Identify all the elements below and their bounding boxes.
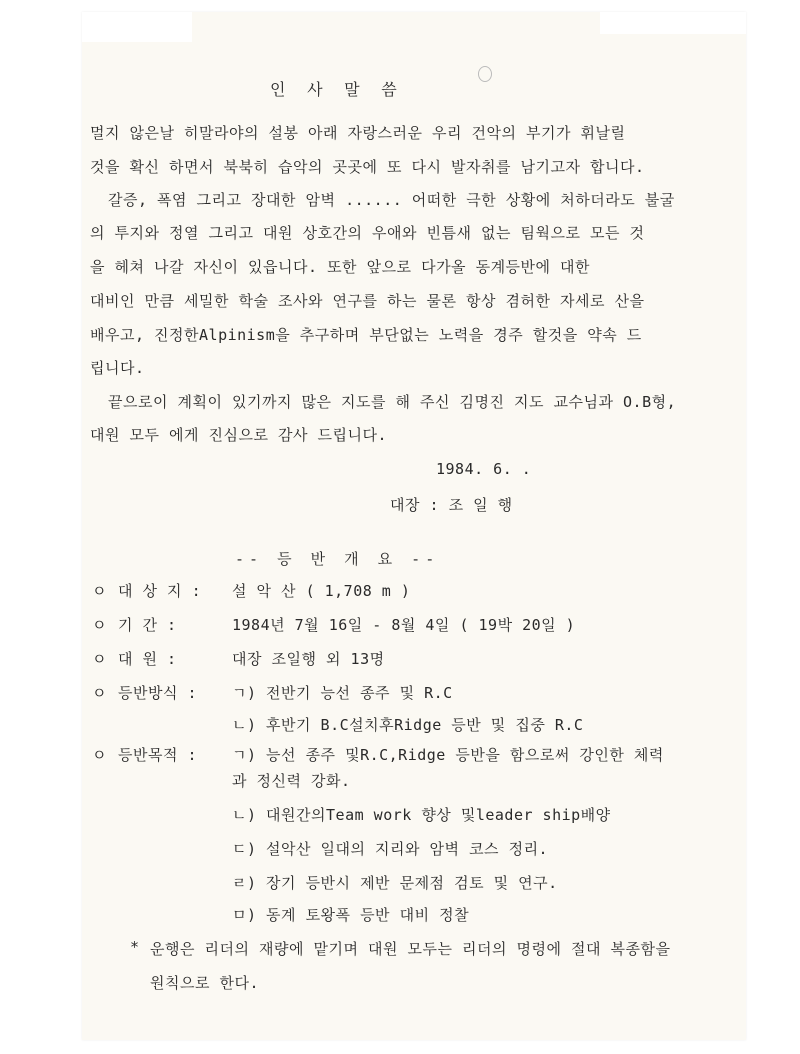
overview-value: ㄴ) 후반기 B.C설치후Ridge 등반 및 집중 R.C (232, 716, 584, 734)
overview-value: 대장 조일행 외 13명 (232, 650, 385, 668)
greeting-line: 끝으로이 계획이 있기까지 많은 지도를 해 주신 김명진 지도 교수님과 O.B형, (108, 393, 677, 411)
greeting-line: 배우고, 진정한Alpinism을 추구하며 부단없는 노력을 경주 할것을 약속 드 (90, 326, 642, 344)
overview-value: 과 정신력 강화. (232, 772, 351, 790)
overview-value: ㅁ) 동계 토왕폭 등반 대비 정찰 (232, 906, 470, 924)
overview-value: ㄹ) 장기 등반시 제반 문제점 검토 및 연구. (232, 874, 558, 892)
overview-bullet: ㅇ (92, 746, 107, 764)
document-title: 인 사 말 씀 (270, 80, 403, 99)
overview-label: 등반방식 : (118, 684, 198, 702)
overview-value: ㄷ) 설악산 일대의 지리와 암벽 코스 정리. (232, 840, 549, 858)
overview-label: 기 간 : (118, 616, 177, 634)
overview-label: 대 상 지 : (118, 582, 202, 600)
overview-bullet: ㅇ (92, 616, 107, 634)
overview-label: 대 원 : (118, 650, 177, 668)
document-date: 1984. 6. . (436, 460, 532, 478)
greeting-line: 립니다. (90, 359, 145, 377)
note-line: 원칙으로 한다. (150, 974, 260, 992)
overview-bullet: ㅇ (92, 650, 107, 668)
greeting-line: 갈증, 폭염 그리고 장대한 암벽 ...... 어떠한 극한 상황에 처하더라도 불굴 (108, 191, 675, 209)
overview-bullet: ㅇ (92, 684, 107, 702)
greeting-line: 대원 모두 에게 진심으로 감사 드립니다. (90, 426, 388, 444)
leader-signature: 대장 : 조 일 행 (390, 496, 513, 514)
torn-edge (600, 12, 746, 34)
torn-edge (82, 12, 192, 42)
note-line: 운행은 리더의 재량에 맡기며 대원 모두는 리더의 명령에 절대 복종함을 (150, 940, 671, 958)
greeting-line: 멀지 않은날 히말라야의 설봉 아래 자랑스러운 우리 건악의 부기가 휘날릴 (90, 124, 626, 142)
overview-value: ㄴ) 대원간의Team work 향상 및leader ship배양 (232, 806, 611, 824)
greeting-line: 을 헤쳐 나갈 자신이 있읍니다. 또한 앞으로 다가올 동계등반에 대한 (90, 258, 591, 276)
overview-value: 1984년 7월 16일 - 8월 4일 ( 19박 20일 ) (232, 616, 576, 634)
punch-hole-icon (478, 66, 492, 82)
greeting-line: 대비인 만큼 세밀한 학술 조사와 연구를 하는 물론 항상 겸허한 자세로 산을 (90, 292, 645, 310)
overview-value: ㄱ) 능선 종주 및R.C,Ridge 등반을 함으로써 강인한 체력 (232, 746, 664, 764)
greeting-line: 것을 확신 하면서 북북히 습악의 곳곳에 또 다시 발자취를 남기고자 합니다. (90, 158, 645, 176)
overview-value: ㄱ) 전반기 능선 종주 및 R.C (232, 684, 453, 702)
overview-label: 등반목적 : (118, 746, 198, 764)
overview-bullet: ㅇ (92, 582, 107, 600)
note-mark: * (130, 938, 140, 956)
overview-value: 설 악 산 ( 1,708 m ) (232, 582, 411, 600)
overview-heading: -- 등 반 개 요 -- (235, 550, 440, 568)
greeting-line: 의 투지와 정열 그리고 대원 상호간의 우애와 빈틈새 없는 팀웍으로 모든 것 (90, 224, 645, 242)
